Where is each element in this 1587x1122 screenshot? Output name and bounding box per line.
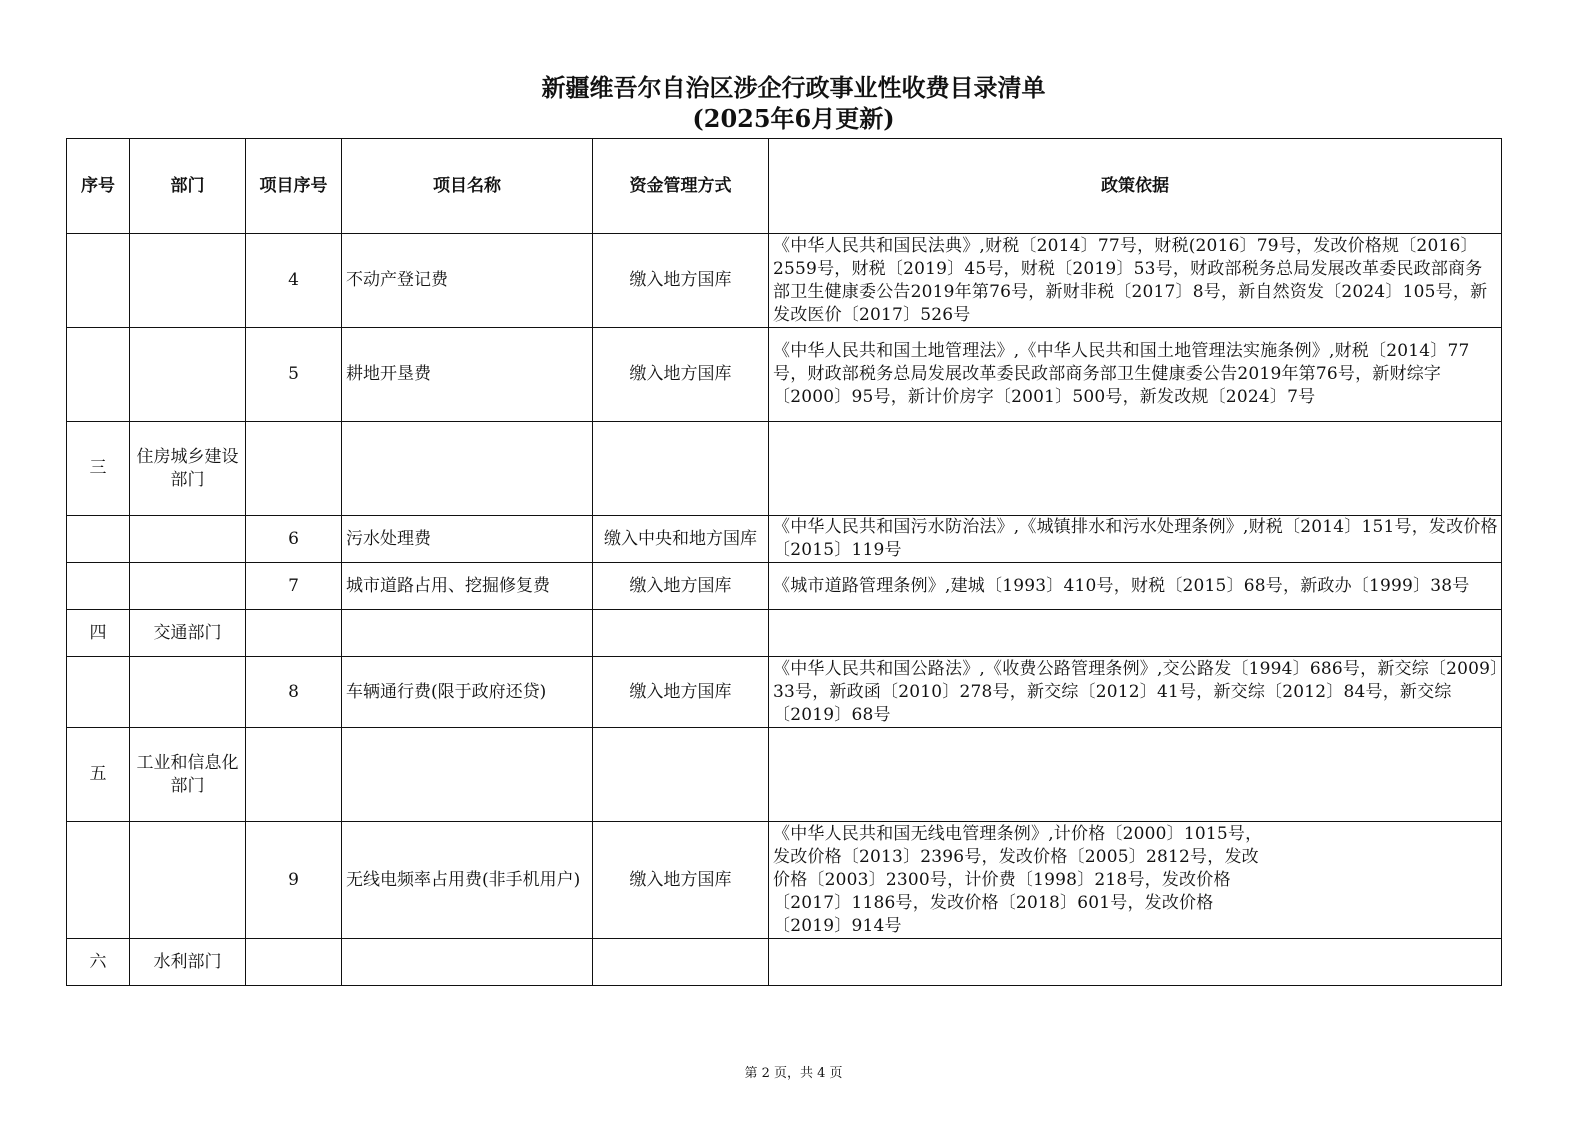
section-row xyxy=(67,610,1502,657)
section-dept-cell: 水利部门 xyxy=(130,939,246,986)
section-row xyxy=(67,728,1502,822)
empty-cell xyxy=(593,422,769,516)
fund-mgmt-cell: 缴入地方国库 xyxy=(593,822,769,939)
policy-cell: 《中华人民共和国土地管理法》,《中华人民共和国土地管理法实施条例》,财税〔2014〕77号，财政部税务总局发展改革委民政部商务部卫生健康委公告2019年第76号，新财综字〔2000〕95号，新计价房字〔2001〕500号，新发改规〔2024〕7号 xyxy=(769,328,1502,422)
policy-text: 《中华人民共和国无线电管理条例》,计价格〔2000〕1015号，发改价格〔2013〕2396号，发改价格〔2005〕2812号，发改价格〔2003〕2300号，计价费〔1998〕218号，发改价格〔2017〕1186号，发改价格〔2018〕601号，发改价格〔2019〕914号 xyxy=(773,823,1263,936)
empty-cell xyxy=(769,728,1502,822)
empty-cell xyxy=(342,422,593,516)
header-item-name: 项目名称 xyxy=(342,139,593,234)
header-dept: 部门 xyxy=(130,139,246,234)
table-header-row xyxy=(67,139,1502,234)
section-seq-cell: 五 xyxy=(67,728,130,822)
section-dept-cell: 住房城乡建设部门 xyxy=(130,422,246,516)
dept-cell xyxy=(130,563,246,610)
empty-cell xyxy=(342,728,593,822)
item-name-cell: 耕地开垦费 xyxy=(342,328,593,422)
seq-cell xyxy=(67,563,130,610)
dept-cell xyxy=(130,328,246,422)
seq-cell xyxy=(67,328,130,422)
empty-cell xyxy=(246,422,342,516)
header-seq: 序号 xyxy=(67,139,130,234)
policy-cell: 《中华人民共和国公路法》,《收费公路管理条例》,交公路发〔1994〕686号，新交综〔2009〕33号，新政函〔2010〕278号，新交综〔2012〕41号，新交综〔2012〕84号，新交综〔2019〕68号 xyxy=(769,657,1502,728)
policy-cell: 《中华人民共和国污水防治法》,《城镇排水和污水处理条例》,财税〔2014〕151号，发改价格〔2015〕119号 xyxy=(769,516,1502,563)
empty-cell xyxy=(593,728,769,822)
dept-cell xyxy=(130,234,246,328)
document-title: 新疆维吾尔自治区涉企行政事业性收费目录清单 xyxy=(541,73,1046,102)
section-dept-cell: 工业和信息化部门 xyxy=(130,728,246,822)
item-name-cell: 车辆通行费(限于政府还贷) xyxy=(342,657,593,728)
section-seq-cell: 四 xyxy=(67,610,130,657)
policy-cell: 《中华人民共和国民法典》,财税〔2014〕77号，财税(2016〕79号，发改价格规〔2016〕2559号，财税〔2019〕45号，财税〔2019〕53号，财政部税务总局发展改革委民政部商务部卫生健康委公告2019年第76号，新财非税〔2017〕8号，新自然资发〔2024〕105号，新发改医价〔2017〕526号 xyxy=(769,234,1502,328)
table-row xyxy=(67,822,1502,939)
item-name-cell: 污水处理费 xyxy=(342,516,593,563)
seq-cell xyxy=(67,822,130,939)
item-name-cell: 城市道路占用、挖掘修复费 xyxy=(342,563,593,610)
empty-cell xyxy=(769,610,1502,657)
header-item-seq: 项目序号 xyxy=(246,139,342,234)
table-row xyxy=(67,516,1502,563)
fund-mgmt-cell: 缴入地方国库 xyxy=(593,657,769,728)
dept-cell xyxy=(130,822,246,939)
item-seq-cell: 6 xyxy=(246,516,342,563)
item-name-cell: 不动产登记费 xyxy=(342,234,593,328)
empty-cell xyxy=(342,610,593,657)
header-fund-mgmt: 资金管理方式 xyxy=(593,139,769,234)
dept-cell xyxy=(130,657,246,728)
section-seq-cell: 三 xyxy=(67,422,130,516)
header-policy: 政策依据 xyxy=(769,139,1502,234)
item-seq-cell: 7 xyxy=(246,563,342,610)
document-subtitle: (2025年6月更新) xyxy=(692,104,895,133)
empty-cell xyxy=(593,939,769,986)
fund-mgmt-cell: 缴入地方国库 xyxy=(593,234,769,328)
seq-cell xyxy=(67,234,130,328)
empty-cell xyxy=(342,939,593,986)
empty-cell xyxy=(593,610,769,657)
seq-cell xyxy=(67,657,130,728)
table-row xyxy=(67,563,1502,610)
empty-cell xyxy=(246,939,342,986)
table-row xyxy=(67,328,1502,422)
item-seq-cell: 9 xyxy=(246,822,342,939)
policy-cell xyxy=(769,822,1502,939)
item-seq-cell: 5 xyxy=(246,328,342,422)
item-seq-cell: 4 xyxy=(246,234,342,328)
empty-cell xyxy=(246,728,342,822)
table-row xyxy=(67,234,1502,328)
policy-cell: 《城市道路管理条例》,建城〔1993〕410号，财税〔2015〕68号，新政办〔1999〕38号 xyxy=(769,563,1502,610)
seq-cell xyxy=(67,516,130,563)
item-seq-cell: 8 xyxy=(246,657,342,728)
dept-cell xyxy=(130,516,246,563)
section-row xyxy=(67,422,1502,516)
fund-mgmt-cell: 缴入地方国库 xyxy=(593,328,769,422)
section-seq-cell: 六 xyxy=(67,939,130,986)
empty-cell xyxy=(769,939,1502,986)
table-row xyxy=(67,657,1502,728)
fee-catalog-table xyxy=(66,138,1502,986)
section-dept-cell: 交通部门 xyxy=(130,610,246,657)
empty-cell xyxy=(246,610,342,657)
empty-cell xyxy=(769,422,1502,516)
section-row xyxy=(67,939,1502,986)
fund-mgmt-cell: 缴入地方国库 xyxy=(593,563,769,610)
page-footer: 第 2 页，共 4 页 xyxy=(744,1066,843,1081)
item-name-cell: 无线电频率占用费(非手机用户) xyxy=(342,822,593,939)
fund-mgmt-cell: 缴入中央和地方国库 xyxy=(593,516,769,563)
